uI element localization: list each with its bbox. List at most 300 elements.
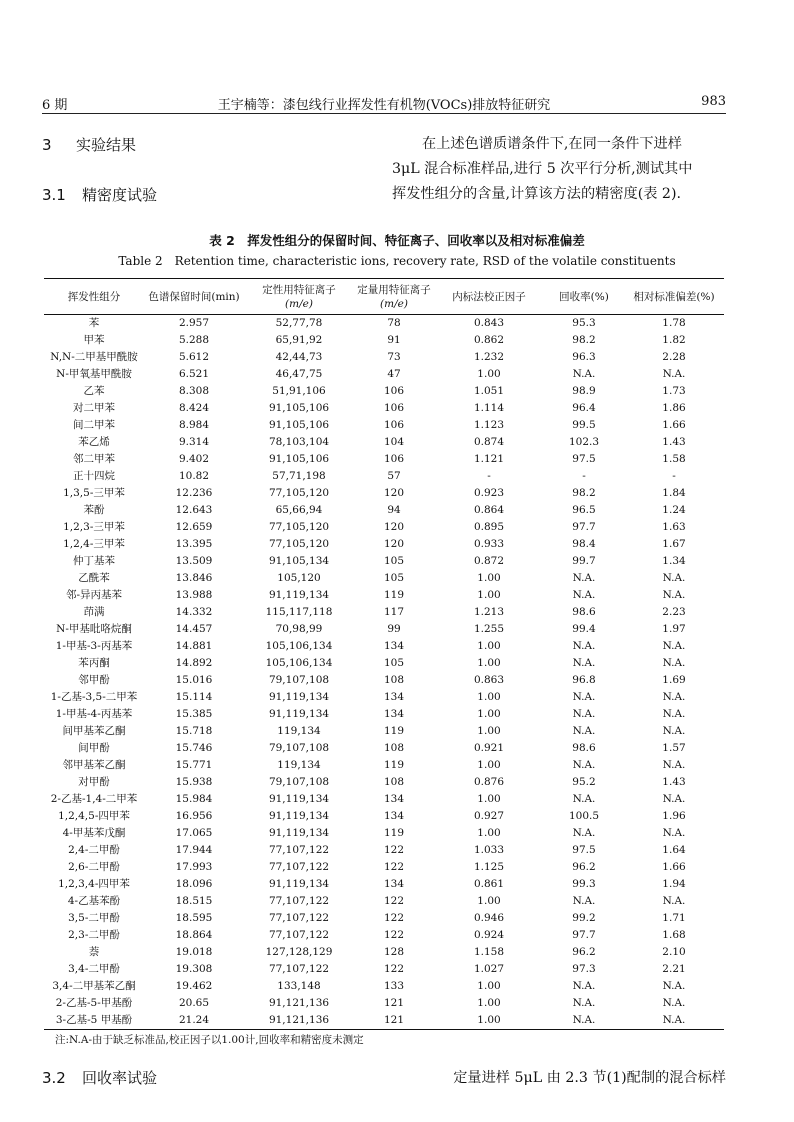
issue-number: 6 期 — [42, 98, 68, 113]
cell-recovery: 96.5 — [572, 504, 596, 516]
cell-recovery: N.A. — [572, 708, 596, 720]
cell-retention-time: 13.509 — [175, 555, 213, 567]
cell-correction-factor: 1.123 — [473, 419, 505, 431]
cell-rsd: N.A. — [662, 572, 686, 584]
cell-rsd: 1.71 — [662, 912, 686, 924]
cell-compound: 1,2,3-三甲苯 — [63, 521, 125, 533]
cell-qualitative-ions: 119,134 — [277, 759, 321, 771]
cell-recovery: N.A. — [572, 725, 596, 737]
cell-qualitative-ions: 52,77,78 — [275, 317, 323, 329]
cell-qualitative-ions: 133,148 — [277, 980, 321, 992]
cell-correction-factor: 0.933 — [473, 538, 505, 550]
cell-retention-time: 15.938 — [175, 776, 213, 788]
header-unit: (m/e) — [285, 297, 313, 310]
cell-correction-factor: 1.033 — [473, 844, 505, 856]
header-line: 定性用特征离子 — [262, 283, 336, 296]
cell-retention-time: 8.984 — [178, 419, 210, 431]
table-row — [44, 621, 724, 638]
cell-correction-factor: 1.114 — [473, 402, 505, 414]
cell-retention-time: 20.65 — [178, 997, 210, 1009]
cell-recovery: N.A. — [572, 368, 596, 380]
cell-retention-time: 21.24 — [144, 1012, 244, 1030]
cell-recovery: 95.3 — [572, 317, 596, 329]
cell-qualitative-ions: 77,107,122 — [268, 929, 330, 941]
cell-quantitative-ion: 106 — [383, 385, 405, 397]
cell-rsd: 1.58 — [662, 453, 686, 465]
cell-qualitative-ions: 65,66,94 — [275, 504, 323, 516]
table-row — [44, 825, 724, 842]
cell-recovery: N.A. — [572, 589, 596, 601]
cell-recovery: 97.7 — [572, 521, 596, 533]
cell-qualitative-ions: 105,106,134 — [265, 640, 333, 652]
cell-retention-time: 13.395 — [175, 538, 213, 550]
cell-retention-time: 15.016 — [175, 674, 213, 686]
table-row — [44, 536, 724, 553]
cell-rsd: N.A. — [662, 725, 686, 737]
cell-rsd: 1.96 — [662, 810, 686, 822]
cell-recovery: 96.4 — [572, 402, 596, 414]
cell-qualitative-ions: 79,107,108 — [268, 674, 330, 686]
cell-quantitative-ion: 122 — [383, 861, 405, 873]
cell-retention-time: 15.771 — [175, 759, 213, 771]
cell-qualitative-ions: 91,119,134 — [268, 708, 330, 720]
cell-qualitative-ions: 77,105,120 — [268, 521, 330, 533]
cell-qualitative-ions: 77,107,122 — [268, 895, 330, 907]
table-row — [44, 944, 724, 961]
cell-qualitative-ions: 105,106,134 — [265, 657, 333, 669]
cell-rsd: 2.23 — [662, 606, 686, 618]
cell-compound: 1,2,3,4-四甲苯 — [58, 878, 130, 890]
table-row — [44, 791, 724, 808]
cell-correction-factor: 1.00 — [477, 640, 501, 652]
cell-compound: 1,2,4,5-四甲苯 — [58, 810, 130, 822]
cell-rsd: 1.43 — [662, 436, 686, 448]
cell-qualitative-ions: 127,128,129 — [265, 946, 333, 958]
table-row — [44, 553, 724, 570]
cell-recovery: 97.3 — [572, 963, 596, 975]
cell-qualitative-ions: 51,91,106 — [272, 385, 326, 397]
cell-compound: 邻甲酚 — [78, 674, 110, 686]
cell-compound: 邻-异丙基苯 — [65, 589, 123, 601]
cell-recovery: N.A. — [572, 827, 596, 839]
cell-correction-factor: 1.00 — [477, 759, 501, 771]
cell-rsd: - — [672, 470, 676, 482]
cell-rsd: 1.63 — [662, 521, 686, 533]
cell-retention-time: 17.065 — [175, 827, 213, 839]
cell-retention-time: 17.944 — [175, 844, 213, 856]
table-row — [44, 485, 724, 502]
cell-recovery: 99.7 — [572, 555, 596, 567]
running-header — [42, 93, 726, 114]
cell-correction-factor: 0.862 — [473, 334, 505, 346]
cell-recovery: 99.3 — [572, 878, 596, 890]
section-number: 3 — [42, 136, 52, 154]
cell-correction-factor: 1.00 — [477, 793, 501, 805]
cell-compound: 1-甲基-3-丙基苯 — [55, 640, 133, 652]
page-number: 983 — [701, 94, 726, 109]
cell-correction-factor: 1.00 — [477, 368, 501, 380]
cell-quantitative-ion: 108 — [383, 674, 405, 686]
cell-retention-time: 15.718 — [175, 725, 213, 737]
cell-rsd: N.A. — [662, 997, 686, 1009]
cell-qualitative-ions: 91,119,134 — [268, 589, 330, 601]
cell-recovery: 97.5 — [572, 844, 596, 856]
table-row — [44, 604, 724, 621]
cell-rsd: N.A. — [624, 1012, 724, 1030]
cell-correction-factor: 1.00 — [477, 980, 501, 992]
cell-quantitative-ion: 134 — [383, 793, 405, 805]
table-note: 注:N.A-由于缺乏标准品,校正因子以1.00计,回收率和精密度未测定 — [55, 1034, 364, 1046]
cell-qualitative-ions: 91,119,134 — [268, 691, 330, 703]
cell-correction-factor: 1.051 — [473, 385, 505, 397]
cell-retention-time: 17.993 — [175, 861, 213, 873]
cell-correction-factor: 0.863 — [473, 674, 505, 686]
cell-quantitative-ion: 108 — [383, 742, 405, 754]
cell-qualitative-ions: 57,71,198 — [272, 470, 326, 482]
section-title: 实验结果 — [76, 136, 137, 154]
cell-compound: 间甲基苯乙酮 — [62, 725, 126, 737]
table-row — [44, 995, 724, 1012]
cell-correction-factor: 0.923 — [473, 487, 505, 499]
cell-recovery: N.A. — [572, 793, 596, 805]
cell-retention-time: 19.462 — [175, 980, 213, 992]
cell-rsd: 1.66 — [662, 861, 686, 873]
cell-quantitative-ion: 120 — [383, 538, 405, 550]
cell-quantitative-ion: 121 — [354, 1012, 434, 1030]
cell-qualitative-ions: 91,119,134 — [268, 878, 330, 890]
cell-quantitative-ion: 134 — [383, 708, 405, 720]
cell-qualitative-ions: 42,44,73 — [275, 351, 323, 363]
cell-retention-time: 18.864 — [175, 929, 213, 941]
cell-quantitative-ion: 91 — [387, 334, 401, 346]
cell-compound: 甲苯 — [83, 334, 105, 346]
cell-rsd: N.A. — [662, 708, 686, 720]
cell-quantitative-ion: 104 — [383, 436, 405, 448]
cell-quantitative-ion: 105 — [383, 657, 405, 669]
table-row — [44, 842, 724, 859]
cell-compound: 3,5-二甲酚 — [68, 912, 120, 924]
table-row — [44, 961, 724, 978]
cell-correction-factor: 0.895 — [473, 521, 505, 533]
cell-quantitative-ion: 122 — [383, 895, 405, 907]
cell-quantitative-ion: 119 — [383, 759, 405, 771]
cell-recovery: 97.7 — [572, 929, 596, 941]
cell-rsd: 1.86 — [662, 402, 686, 414]
table-row — [44, 910, 724, 927]
cell-rsd: N.A. — [662, 640, 686, 652]
cell-correction-factor: 0.861 — [473, 878, 505, 890]
cell-qualitative-ions: 91,105,106 — [268, 453, 330, 465]
cell-correction-factor: 0.876 — [473, 776, 505, 788]
cell-compound: 1,3,5-三甲苯 — [63, 487, 125, 499]
cell-rsd: N.A. — [662, 759, 686, 771]
table-row — [44, 876, 724, 893]
cell-compound: 茚满 — [83, 606, 105, 618]
cell-compound: 苯乙烯 — [78, 436, 110, 448]
cell-correction-factor: 1.00 — [477, 589, 501, 601]
cell-quantitative-ion: 99 — [387, 623, 401, 635]
cell-retention-time: 18.096 — [175, 878, 213, 890]
cell-rsd: 1.73 — [662, 385, 686, 397]
cell-recovery: N.A. — [572, 572, 596, 584]
cell-correction-factor: 0.874 — [473, 436, 505, 448]
section-3-2-heading — [42, 1067, 157, 1088]
cell-quantitative-ion: 105 — [383, 572, 405, 584]
cell-compound: 3,4-二甲酚 — [68, 963, 120, 975]
header-rsd: 相对标准偏差(%) — [624, 279, 724, 315]
cell-retention-time: 16.956 — [175, 810, 213, 822]
header-retention-time: 色谱保留时间(min) — [144, 279, 244, 315]
cell-retention-time: 5.288 — [178, 334, 210, 346]
table-row — [44, 315, 724, 333]
cell-rsd: 1.34 — [662, 555, 686, 567]
cell-compound: 萘 — [88, 946, 100, 958]
cell-rsd: 1.84 — [662, 487, 686, 499]
cell-qualitative-ions: 91,119,134 — [268, 793, 330, 805]
cell-rsd: N.A. — [662, 368, 686, 380]
cell-retention-time: 9.314 — [178, 436, 210, 448]
cell-compound: 乙酰苯 — [78, 572, 110, 584]
cell-correction-factor: 1.00 — [477, 895, 501, 907]
table-row — [44, 383, 724, 400]
cell-qualitative-ions: 119,134 — [277, 725, 321, 737]
cell-compound: N,N-二甲基甲酰胺 — [50, 351, 138, 363]
table-row — [44, 400, 724, 417]
precision-paragraph — [392, 132, 726, 207]
cell-retention-time: 13.846 — [175, 572, 213, 584]
cell-quantitative-ion: 121 — [383, 997, 405, 1009]
cell-quantitative-ion: 134 — [383, 640, 405, 652]
cell-compound: 2-乙基-5-甲基酚 — [55, 997, 133, 1009]
cell-compound: 苯丙酮 — [78, 657, 110, 669]
cell-compound: 1,2,4-三甲苯 — [63, 538, 125, 550]
cell-retention-time: 8.308 — [178, 385, 210, 397]
cell-quantitative-ion: 106 — [383, 419, 405, 431]
table-row — [44, 927, 724, 944]
cell-retention-time: 14.892 — [175, 657, 213, 669]
cell-qualitative-ions: 70,98,99 — [275, 623, 323, 635]
cell-retention-time: 14.332 — [175, 606, 213, 618]
cell-recovery: N.A. — [572, 640, 596, 652]
cell-correction-factor: 1.00 — [477, 997, 501, 1009]
cell-qualitative-ions: 78,103,104 — [268, 436, 330, 448]
cell-retention-time: 12.659 — [175, 521, 213, 533]
cell-quantitative-ion: 120 — [383, 521, 405, 533]
cell-recovery: 98.9 — [572, 385, 596, 397]
cell-recovery: N.A. — [572, 980, 596, 992]
cell-rsd: 1.78 — [662, 317, 686, 329]
cell-rsd: N.A. — [662, 691, 686, 703]
cell-compound: N-甲基吡咯烷酮 — [56, 623, 132, 635]
cell-correction-factor: 1.255 — [473, 623, 505, 635]
cell-correction-factor: 1.00 — [477, 827, 501, 839]
cell-retention-time: 5.612 — [178, 351, 210, 363]
cell-rsd: N.A. — [662, 589, 686, 601]
section-title: 精密度试验 — [82, 186, 158, 204]
cell-recovery: 102.3 — [568, 436, 600, 448]
cell-correction-factor: 1.158 — [473, 946, 505, 958]
table-row — [44, 587, 724, 604]
cell-qualitative-ions: 91,121,136 — [268, 997, 330, 1009]
cell-retention-time: 18.595 — [175, 912, 213, 924]
cell-compound: 邻二甲苯 — [73, 453, 115, 465]
cell-recovery: 100.5 — [568, 810, 600, 822]
cell-quantitative-ion: 134 — [383, 691, 405, 703]
cell-quantitative-ion: 106 — [383, 402, 405, 414]
cell-qualitative-ions: 91,119,134 — [268, 827, 330, 839]
cell-retention-time: 12.643 — [175, 504, 213, 516]
cell-compound: 对二甲苯 — [73, 402, 115, 414]
cell-correction-factor: 0.946 — [473, 912, 505, 924]
cell-compound: 2,4-二甲酚 — [68, 844, 120, 856]
cell-compound: N-甲氧基甲酰胺 — [56, 368, 132, 380]
cell-recovery: 96.2 — [572, 861, 596, 873]
cell-recovery: 99.2 — [572, 912, 596, 924]
cell-rsd: N.A. — [662, 895, 686, 907]
cell-correction-factor: 1.00 — [477, 708, 501, 720]
results-table — [44, 278, 724, 1030]
cell-rsd: 2.21 — [662, 963, 686, 975]
table-row — [44, 859, 724, 876]
cell-quantitative-ion: 128 — [383, 946, 405, 958]
cell-rsd: 1.43 — [662, 776, 686, 788]
cell-recovery: 96.3 — [572, 351, 596, 363]
cell-rsd: N.A. — [662, 980, 686, 992]
table-row — [44, 434, 724, 451]
cell-recovery: 99.4 — [572, 623, 596, 635]
header-quantitative-ion — [354, 279, 434, 315]
cell-compound: 2-乙基-1,4-二甲苯 — [50, 793, 138, 805]
header-line: 定量用特征离子 — [357, 283, 431, 296]
cell-retention-time: 12.236 — [175, 487, 213, 499]
cell-compound: 仲丁基苯 — [73, 555, 115, 567]
cell-qualitative-ions: 91,121,136 — [244, 1012, 354, 1030]
cell-correction-factor: - — [487, 470, 491, 482]
cell-recovery: N.A. — [572, 691, 596, 703]
table-row — [44, 502, 724, 519]
table-row — [44, 740, 724, 757]
cell-compound: 4-甲基苯戊酮 — [62, 827, 126, 839]
cell-correction-factor: 1.232 — [473, 351, 505, 363]
cell-qualitative-ions: 91,119,134 — [268, 810, 330, 822]
cell-compound: 苯 — [88, 317, 100, 329]
cell-rsd: 1.94 — [662, 878, 686, 890]
cell-quantitative-ion: 133 — [383, 980, 405, 992]
cell-quantitative-ion: 120 — [383, 487, 405, 499]
cell-quantitative-ion: 122 — [383, 912, 405, 924]
cell-correction-factor: 1.00 — [477, 572, 501, 584]
table-row — [44, 519, 724, 536]
header-correction-factor: 内标法校正因子 — [434, 279, 544, 315]
cell-quantitative-ion: 94 — [387, 504, 401, 516]
cell-quantitative-ion: 122 — [383, 963, 405, 975]
cell-retention-time: 2.957 — [178, 317, 210, 329]
table-row — [44, 349, 724, 366]
table-row — [44, 757, 724, 774]
cell-retention-time: 15.385 — [175, 708, 213, 720]
section-3-heading — [42, 134, 136, 155]
cell-retention-time: 10.82 — [178, 470, 210, 482]
cell-qualitative-ions: 79,107,108 — [268, 742, 330, 754]
cell-correction-factor: 0.872 — [473, 555, 505, 567]
cell-qualitative-ions: 91,105,106 — [268, 402, 330, 414]
recovery-paragraph: 定量进样 5μL 由 2.3 节(1)配制的混合标样 — [453, 1070, 726, 1086]
cell-compound: 1-甲基-4-丙基苯 — [55, 708, 133, 720]
cell-compound: 乙苯 — [83, 385, 105, 397]
table-row — [44, 689, 724, 706]
cell-quantitative-ion: 134 — [383, 878, 405, 890]
cell-recovery: 95.2 — [572, 776, 596, 788]
cell-quantitative-ion: 134 — [383, 810, 405, 822]
cell-qualitative-ions: 77,105,120 — [268, 538, 330, 550]
table-row — [44, 808, 724, 825]
cell-recovery: 97.5 — [572, 453, 596, 465]
cell-retention-time: 14.881 — [175, 640, 213, 652]
table-row — [44, 332, 724, 349]
cell-rsd: 1.24 — [662, 504, 686, 516]
table-row — [44, 638, 724, 655]
cell-correction-factor: 1.213 — [473, 606, 505, 618]
cell-compound: 2,6-二甲酚 — [68, 861, 120, 873]
section-title: 回收率试验 — [82, 1069, 158, 1087]
table-title-en: Table 2 Retention time, characteristic ions, recovery rate, RSD of the volatile constituents — [118, 254, 676, 268]
cell-qualitative-ions: 115,117,118 — [265, 606, 333, 618]
cell-recovery: 98.6 — [572, 742, 596, 754]
cell-compound: 苯酚 — [83, 504, 105, 516]
cell-recovery: - — [582, 470, 586, 482]
cell-retention-time: 8.424 — [178, 402, 210, 414]
cell-quantitative-ion: 47 — [387, 368, 401, 380]
header-qualitative-ions — [244, 279, 354, 315]
cell-compound: 对甲酚 — [78, 776, 110, 788]
cell-retention-time: 6.521 — [178, 368, 210, 380]
cell-recovery: N.A. — [572, 997, 596, 1009]
section-number: 3.2 — [42, 1069, 66, 1087]
cell-compound: 间二甲苯 — [73, 419, 115, 431]
cell-retention-time: 18.515 — [175, 895, 213, 907]
cell-rsd: 2.10 — [662, 946, 686, 958]
running-title: 王宇楠等：漆包线行业挥发性有机物(VOCs)排放特征研究 — [217, 98, 551, 113]
cell-rsd: 1.69 — [662, 674, 686, 686]
cell-compound: 邻甲基苯乙酮 — [62, 759, 126, 771]
cell-retention-time: 19.308 — [175, 963, 213, 975]
cell-rsd: N.A. — [662, 827, 686, 839]
cell-rsd: N.A. — [662, 657, 686, 669]
table-row — [44, 893, 724, 910]
cell-rsd: N.A. — [662, 793, 686, 805]
cell-recovery: 99.5 — [572, 419, 596, 431]
cell-quantitative-ion: 57 — [387, 470, 401, 482]
cell-recovery: 96.2 — [572, 946, 596, 958]
cell-recovery: 98.4 — [572, 538, 596, 550]
table-row — [44, 706, 724, 723]
cell-recovery: 98.6 — [572, 606, 596, 618]
table-row — [44, 978, 724, 995]
cell-quantitative-ion: 105 — [383, 555, 405, 567]
cell-qualitative-ions: 65,91,92 — [275, 334, 323, 346]
cell-qualitative-ions: 77,105,120 — [268, 487, 330, 499]
cell-quantitative-ion: 78 — [387, 317, 401, 329]
cell-correction-factor: 1.00 — [477, 691, 501, 703]
cell-recovery: 96.8 — [572, 674, 596, 686]
cell-quantitative-ion: 108 — [383, 776, 405, 788]
cell-rsd: 1.97 — [662, 623, 686, 635]
cell-recovery: 98.2 — [572, 334, 596, 346]
cell-recovery: N.A. — [572, 759, 596, 771]
table-row — [44, 774, 724, 791]
cell-rsd: 1.66 — [662, 419, 686, 431]
cell-qualitative-ions: 77,107,122 — [268, 912, 330, 924]
